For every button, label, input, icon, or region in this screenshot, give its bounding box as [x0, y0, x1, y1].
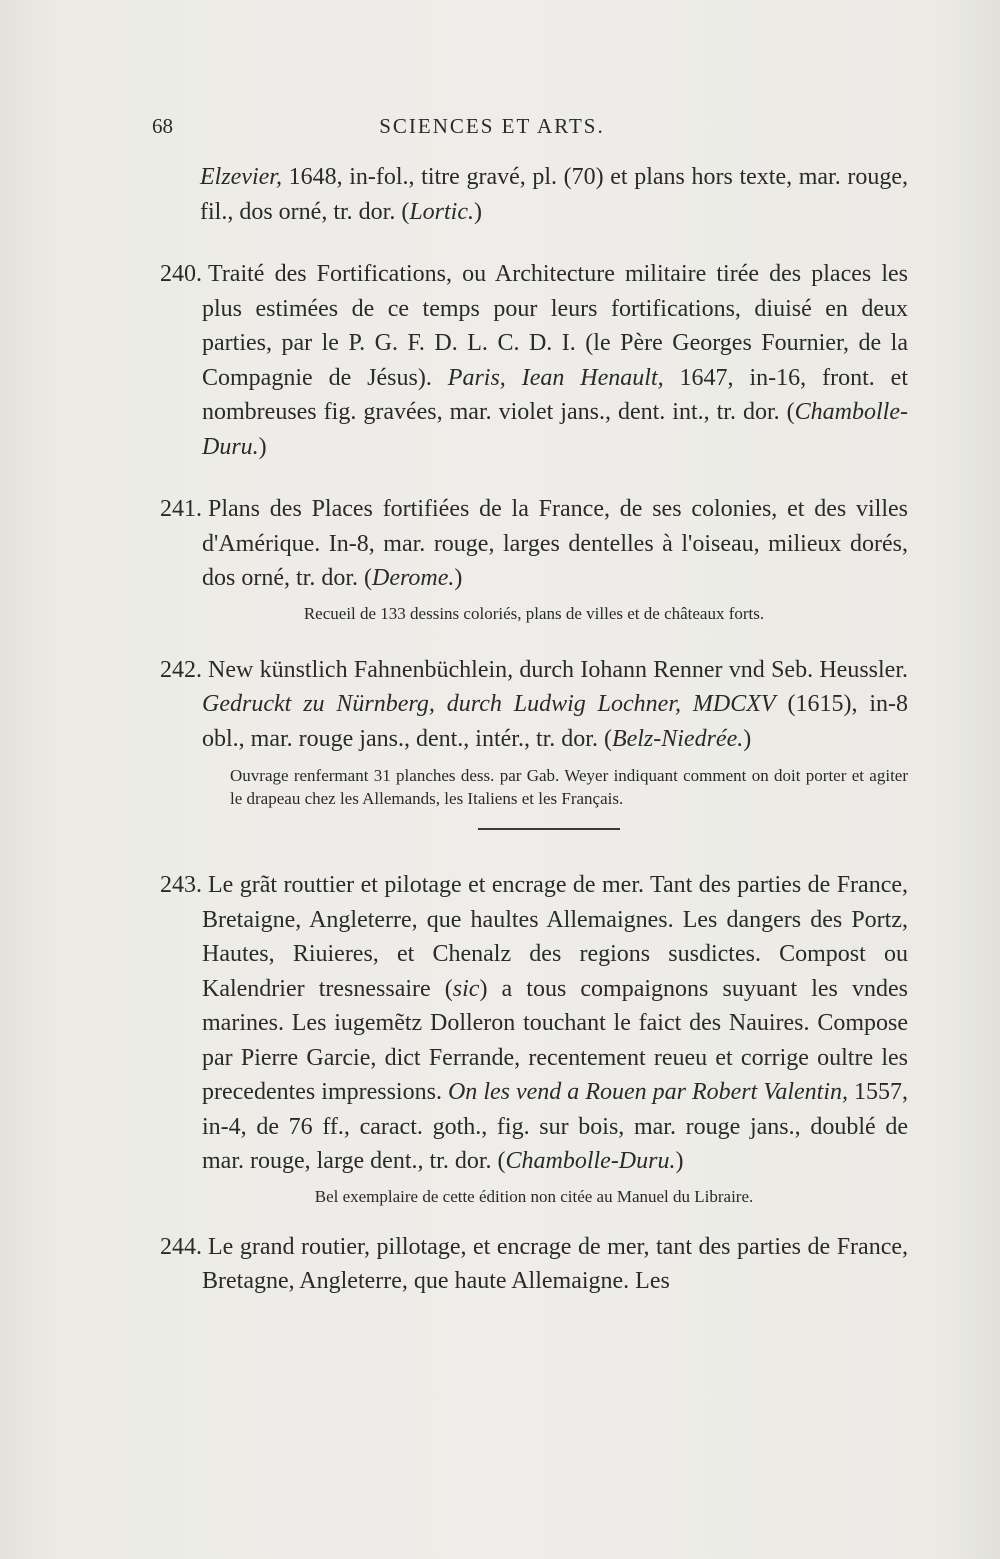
text-run: 1647, in-16, front. et nombreuses fig. gravées, mar. violet jans., dent. int., tr. dor. ( — [202, 364, 908, 425]
entry-244 — [160, 1230, 908, 1299]
text-run: Plans des Places fortifiées de la France, de ses colonies, et des villes d'Amérique. In-8, mar. rouge, larges dentelles à l'oiseau, milieux dorés, dos orné, tr. dor. ( — [202, 496, 908, 591]
text-run: Belz-Niedrée. — [611, 725, 744, 752]
entry-243-note: Bel exemplaire de cette édition non citée au Manuel du Libraire. — [314, 1186, 754, 1206]
page-number: 68 — [152, 114, 173, 138]
text-run: Le grãt routtier et pilotage et encrage de mer. Tant des parties de France, Bretaigne, Angleterre, que haultes Allemaignes. Les dangers des Portz, Hautes, Riuieres, et Chenalz des regions susdictes. Compost ou Kalendrier tresnessaire ( — [202, 872, 908, 1002]
entry-243 — [160, 868, 908, 1179]
section-divider — [478, 828, 620, 830]
entry-242-note: Ouvrage renfermant 31 planches dess. par Gab. Weyer indiquant comment on doit porter et agiter le drapeau chez les Allemands, les Italiens et les Français. — [230, 766, 908, 808]
text-run: ) — [258, 433, 267, 460]
text-run: Le grand routier, pillotage, et encrage de mer, tant des parties de France, Bretagne, Angleterre, que haute Allemaigne. Les — [202, 1233, 908, 1294]
text-run: Chambolle-Duru. — [202, 399, 908, 460]
page-body — [160, 160, 908, 1299]
entry-241 — [160, 492, 908, 596]
text-run: ) — [474, 198, 482, 225]
text-run: (1615), in-8 obl., mar. rouge jans., dent., intér., tr. dor. ( — [202, 691, 908, 752]
entry-number: 241. — [160, 496, 202, 522]
entry-241-note: Recueil de 133 dessins coloriés, plans de villes et de châteaux forts. — [303, 603, 765, 623]
text-run: Lortic. — [409, 198, 474, 225]
text-run: New künstlich Fahnenbüchlein, durch Iohann Renner vnd Seb. Heussler. — [208, 656, 908, 683]
text-run: sic — [452, 975, 480, 1002]
text-run: ) a tous compaignons suyuant les vndes marines. Les iugemẽtz Dolleron touchant le faict des Nauires. Compose par Pierre Garcie, dict Ferrande, recentement reueu et corrige oultre les precedentes impressions. — [202, 975, 908, 1105]
text-run: 1648, in-fol., titre gravé, pl. (70) et plans hors texte, mar. rouge, fil., dos orné, tr. dor. ( — [200, 164, 908, 225]
entry-240 — [160, 257, 908, 464]
text-run: On les vend a Rouen par Robert Valentin, — [447, 1079, 848, 1105]
text-run: Derome. — [371, 565, 455, 591]
text-run: Chambolle-Duru. — [505, 1148, 676, 1174]
text-run: Traité des Fortifications, ou Architecture militaire tirée des places les plus estimées de ce temps pour leurs fortifications, diuisé en deux parties, par le P. G. F. D. L. C. D. I. (le Père Georges Fournier, de la Compagnie de Jésus). — [202, 261, 908, 391]
text-run: ) — [675, 1148, 684, 1174]
text-run: Gedruckt zu Nürnberg, durch Ludwig Lochner, MDCXV — [202, 691, 776, 717]
entry-239-continuation — [160, 160, 908, 229]
text-run: Elzevier, — [200, 164, 282, 190]
text-run: ) — [454, 565, 463, 591]
entry-number: 243. — [160, 872, 202, 898]
text-run: 1557, in-4, de 76 ff., caract. goth., fig. sur bois, mar. rouge jans., doublé de mar. rouge, large dent., tr. dor. ( — [202, 1079, 908, 1174]
text-run: ) — [743, 725, 752, 752]
entry-number: 244. — [160, 1233, 202, 1260]
entry-242 — [160, 653, 908, 757]
running-title: SCIENCES ET ARTS. — [379, 114, 605, 138]
entry-number: 240. — [160, 261, 202, 287]
entry-number: 242. — [160, 656, 202, 683]
page-header — [152, 114, 852, 144]
text-run: Paris, Iean Henault, — [447, 364, 664, 391]
